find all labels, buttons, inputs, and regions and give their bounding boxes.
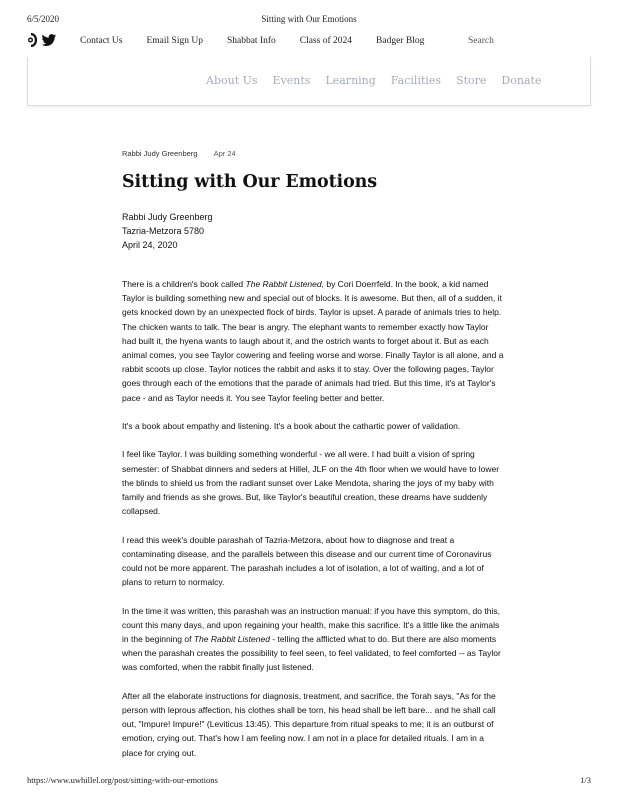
print-page-number: 1/3: [580, 775, 591, 785]
post-meta: [122, 149, 236, 158]
utility-links: [80, 36, 448, 46]
badger-blog-link[interactable]: Badger Blog: [376, 36, 425, 46]
book-title: The Rabbit Listened,: [245, 279, 324, 289]
paragraph: In the time it was written, this parashah was an instruction manual: if you have this symptom, do this, count this many days, and upon regaining your health, make this sacrifice. It's a little like the animals in the beginning of The Rabbit Listened - telling the afflicted what to do. But there are also moments when the parashah creates the possibility to feel seen, to feel validated, to feel comforted -- as Taylor was comforted, when the rabbit finally just listened.: [122, 605, 501, 673]
paragraph: I read this week's double parashah of Tazria-Metzora, about how to diagnose and treat a contaminating disease, and the parallels between this disease and our current time of Coronavirus could not be more apparent. The parashah includes a lot of isolation, a lot of waiting, and a lot of plans to return to normalcy.: [122, 534, 492, 588]
post-title: Sitting with Our Emotions: [122, 172, 378, 192]
paragraph: I feel like Taylor. I was building something wonderful - we all were. I had built a vision of spring semester: of Shabbat dinners and seders at Hillel, JLF on the 4th floor when we would have to lower the blinds to shield us from the radiant sunset over Lake Mendota, sharing the joys of my baby with family and friends as she grows. But, like Taylor's beautiful creation, these dreams have suddenly collapsed.: [122, 449, 500, 517]
post-byline: [122, 210, 213, 252]
post-date: Apr 24: [213, 149, 236, 158]
print-url: https://www.uwhillel.org/post/sitting-with-our-emotions: [27, 775, 218, 785]
twitter-icon[interactable]: [41, 34, 57, 47]
nav-item-learning[interactable]: Learning: [325, 74, 376, 87]
post-author[interactable]: Rabbi Judy Greenberg: [122, 149, 198, 158]
class-of-2024-link[interactable]: Class of 2024: [299, 36, 353, 46]
email-sign-up-link[interactable]: Email Sign Up: [146, 36, 203, 46]
byline-date: April 24, 2020: [122, 240, 178, 250]
paragraph: After all the elaborate instructions for diagnosis, treatment, and sacrifice, the Torah says, "As for the person with leprous affection, his clothes shall be torn, his head shall be left bare... and he shall call out, "Impure! Impure!" (Leviticus 13:45). This departure from ritual speaks to me; it is an outburst of emotion, crying out. That's how I am feeling now. I am not in a place for detailed rituals. I am in a place for crying out.: [122, 690, 496, 758]
nav-item-donate[interactable]: Donate: [501, 74, 542, 87]
print-page-title: Sitting with Our Emotions: [261, 14, 357, 24]
post-body: [122, 277, 504, 774]
nav-item-about-us[interactable]: About Us: [206, 74, 258, 87]
social-links: [27, 33, 57, 47]
search-input[interactable]: Search: [468, 36, 494, 46]
contact-us-link[interactable]: Contact Us: [80, 36, 123, 46]
nav-item-events[interactable]: Events: [272, 74, 311, 87]
instagram-icon[interactable]: [27, 33, 37, 47]
print-footer: [27, 775, 591, 787]
nav-item-store[interactable]: Store: [456, 74, 487, 87]
byline-author: Rabbi Judy Greenberg: [122, 212, 213, 222]
paragraph: It's a book about empathy and listening. It's a book about the cathartic power of validation.: [122, 421, 461, 432]
print-header: [27, 14, 591, 28]
shabbat-info-link[interactable]: Shabbat Info: [226, 36, 276, 46]
book-title: The Rabbit Listened: [193, 634, 270, 645]
nav-item-facilities[interactable]: Facilities: [390, 74, 442, 87]
main-nav: [206, 74, 556, 87]
paragraph: There is a children's book called The Rabbit Listened, by Cori Doerrfeld. In the book, a kid named Taylor is building something new and special out of blocks. It is awesome. But then, all of a sudden, it gets knocked down by an unexpected flock of birds. Taylor is upset. A parade of animals tries to help. The chicken wants to talk. The bear is angry. The elephant wants to remember exactly how Taylor had built it, the hyena wants to laugh about it, and the ostrich wants to forget about it. But as each animal comes, you see Taylor cowering and feeling worse and worse. Finally Taylor is all alone, and a rabbit scoots up close. Taylor notices the rabbit and asks it to stay. Over the following pages, Taylor goes through each of the emotions that the parade of animals had tried. But this time, it's at Taylor's pace - and as Taylor needs it. You see Taylor feeling better and better.: [122, 279, 504, 403]
byline-parashah: Tazria-Metzora 5780: [122, 226, 205, 236]
print-date: 6/5/2020: [27, 14, 60, 24]
top-bar: [27, 32, 591, 52]
